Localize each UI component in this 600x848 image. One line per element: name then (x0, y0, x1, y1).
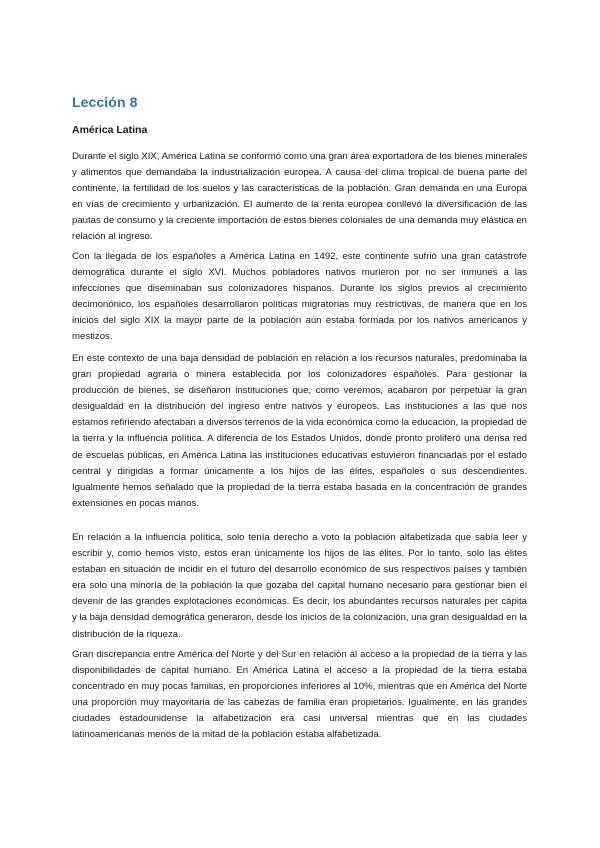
section-title: América Latina (72, 124, 148, 136)
paragraph-3: En este contexto de una baja densidad de población en relación a los recursos naturales, predominaba la gran propiedad agraria o minera establecida por los colonizadores españoles. Para gestionar la producción de bienes, se diseñaron instituciones que, como veremos, acabaron por perpetuar la gran desigualdad en la distribución del ingreso entre nativos y europeos. Las instituciones a las que nos estamos refiriendo afectaban a diversos terrenos de la vida económica como la educación, la propiedad de la tierra y la influencia política. A diferencia de los Estados Unidos, donde pronto proliferó una densa red de escuelas públicas, en América Latina las instituciones educativas estuvieron financiadas por el estado central y dirigidas a formar únicamente a los hijos de las élites, españoles o sus descendientes. Igualmente hemos señalado que la propiedad de la tierra estaba basada en la concentración de grandes extensiones en pocas manos. (72, 353, 527, 509)
paragraph-4: En relación a la influencia política, solo tenía derecho a voto la población alfabetizada que sabía leer y escribir y, como hemos visto, estos eran únicamente los hijos de las élites. Por lo tanto, solo las élites estaban en situación de incidir en el futuro del desarrollo económico de sus respectivos países y también era solo una minoría de la población la que gozaba del capital humano necesario para gestionar bien el devenir de las grandes explotaciones económicas. Es decir, los abundantes recursos naturales per cápita y la baja densidad demográfica generaron, desde los inicios de la colonización, una gran desigualdad en la distribución de la riqueza. (72, 532, 527, 640)
document-page (72, 0, 527, 848)
lesson-title: Lección 8 (72, 94, 138, 110)
paragraph-5: Gran discrepancia entre América del Norte y del Sur en relación al acceso a la propiedad de la tierra y las disponibilidades de capital humano. En América Latina el acceso a la propiedad de la tierra estaba concentrado en muy pocas familias, en proporciones inferiores al 10%, mientras que en América del Norte una proporción muy mayoritaria de las cabezas de familia eran propietarios. Igualmente, en las grandes ciudades estadounidense la alfabetización era casi universal mientras que en las ciudades latinoamericanas menos de la mitad de la población estaba alfabetizada. (72, 649, 527, 741)
paragraph-1: Durante el siglo XIX, América Latina se conformó como una gran área exportadora de los bienes minerales y alimentos que demandaba la industrialización europea. A causa del clima tropical de buena parte del continente, la fertilidad de los suelos y las características de la población. Gran demanda en una Europa en vías de crecimiento y urbanización. El aumento de la renta europea conllevó la diversificación de las pautas de consumo y la creciente importación de estos bienes coloniales de una demanda muy elástica en relación al ingreso. (72, 151, 527, 243)
paragraph-2: Con la llegada de los españoles a América Latina en 1492, este continente sufrió una gran catástrofe demográfica durante el siglo XVI. Muchos pobladores nativos murieron por no ser inmunes a las infecciones que diseminaban sus colonizadores hispanos. Durante los siglos previos al crecimiento decimonónico, los españoles desarrollaron políticas migratorias muy restrictivas, de manera que en los inicios del siglo XIX la mayor parte de la población aún estaba formada por los nativos americanos y mestizos. (72, 251, 527, 343)
